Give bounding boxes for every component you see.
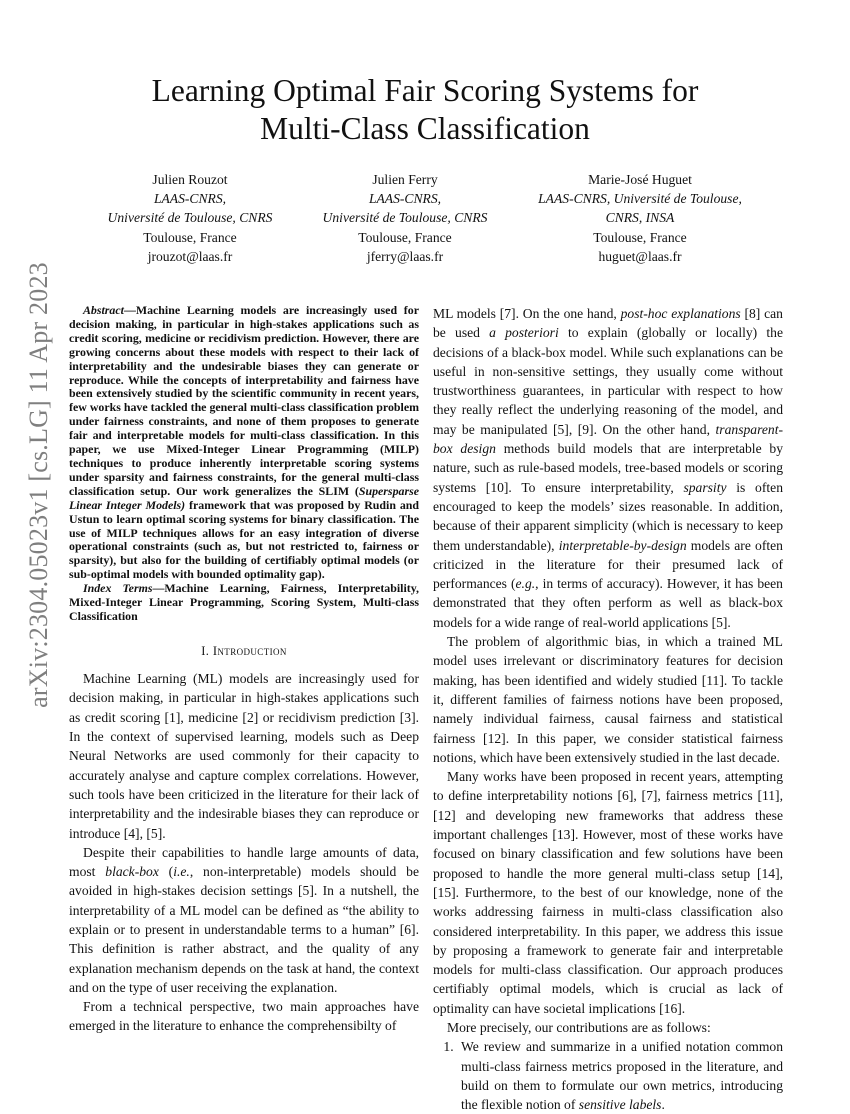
paper-title-line2: Multi-Class Classification: [260, 111, 590, 146]
list-item: 1. We review and summarize in a unified notation common multi-class fairness metrics proposed in the literature, and build on them to formulate our own metrics, introducing the flexible notion of sensitive labels.: [457, 1037, 783, 1114]
arxiv-identifier-text: arXiv:2304.05023v1 [cs.LG] 11 Apr 2023: [24, 262, 54, 708]
author-name: Julien Rouzot: [152, 172, 228, 187]
paragraph: Many works have been proposed in recent years, attempting to define interpretability notions [6], [7], fairness metrics [11], [12] and developing new frameworks that address these important challenges [13]. However, most of these works have focused on binary classification and few solutions have been proposed to handle the more general multi-class setup [14], [15]. Furthermore, to the best of our knowledge, none of the works addressing fairness in multi-class classification also considered interpretability. In this paper, we address this issue by proposing a framework to generate fair and interpretable models for multi-class classification. Our approach produces certifiably optimal models, which is crucial as lack of optimality can have societal implications [16].: [433, 769, 783, 1016]
paragraph: From a technical perspective, two main approaches have emerged in the literature to enhance the comprehensibilty of: [69, 999, 419, 1034]
section-heading-introduction: I. Introduction: [201, 643, 287, 658]
left-column: [69, 304, 419, 1036]
author-affiliation: LAAS-CNRS, Université de Toulouse,: [538, 191, 742, 207]
paragraph: Despite their capabilities to handle large amounts of data, most black-box (i.e., non-interpretable) models should be avoided in high-stakes decision settings [5]. In a nutshell, the interpretability of a ML model can be defined as “the ability to explain or to present in understandable terms to a human” [6]. This definition is rather abstract, and the quality of any explanation mechanism depends on the task at hand, the context and on the type of user receiving the explanation.: [69, 844, 419, 995]
abstract-lead: Abstract: [83, 303, 124, 317]
author-affiliation: Université de Toulouse, CNRS: [322, 210, 488, 226]
author-2: [310, 170, 500, 266]
paper-title: [60, 72, 790, 148]
author-name: Marie-José Huguet: [588, 172, 692, 187]
author-location: Toulouse, France: [593, 229, 687, 245]
paragraph: Machine Learning (ML) models are increasingly used for decision making, in particular in high-stakes applications such as credit scoring [1], medicine [2] or recidivism prediction [3]. In the context of supervised learning, models such as Deep Neural Networks are used commonly for their capacity to accurately analyse and capture complex correlations. However, such tools have been criticized in the literature for their lack of interpretability and the indesirable biases they can reproduce or introduce [4], [5].: [69, 671, 419, 841]
arxiv-identifier: [18, 262, 60, 708]
paragraph: ML models [7]. On the one hand, post-hoc explanations [8] can be used a posteriori to explain (globally or locally) the decisions of a black-box model. While such explanations can be useful in non-sensitive settings, they usually come without trustworthiness guarantees, in particular with respect to how they really reflect the underlying reasoning of the model, and may be manipulated [5], [9]. On the other hand, transparent-box design methods build models that are interpretable by nature, such as rule-based models, tree-based models or scoring systems [10]. To ensure interpretability, sparsity is often encouraged to keep the models’ sizes reasonable. In addition, because of their apparent simplicity (which is necessary to keep them understandable), interpretable-by-design models are often criticized in the literature for their presumed lack of performances (e.g., in terms of accuracy). However, it has been demonstrated that they often perform as well as black-box models for a wide range of real-world applications [5].: [433, 306, 783, 630]
paragraph: More precisely, our contributions are as follows:: [447, 1019, 711, 1035]
author-email: jferry@laas.fr: [366, 248, 444, 264]
index-terms-lead: Index Terms: [83, 581, 153, 596]
author-1: [95, 170, 285, 266]
abstract: Abstract—Machine Learning models are increasingly used for decision making, in particular in high-stakes applications such as credit scoring, medicine or recidivism prediction. However, there are growing concerns about these models with respect to their lack of interpretability and the undesirable biases they can generate or reproduce. While the concepts of interpretability and fairness have been extensively studied by the scientific community in recent years, few works have tackled the general multi-class classification problem under fairness constraints, and none of them proposes to generate fair and interpretable models for multi-class classification. In this paper, we use Mixed-Integer Linear Programming (MILP) techniques to produce inherently interpretable scoring systems under sparsity and fairness constraints, for the general multi-class classification setup. Our work generalizes the SLIM (Supersparse Linear Integer Models) framework that was proposed by Rudin and Ustun to learn optimal scoring systems for binary classification. The use of MILP techniques allows for an easy integration of diverse operational constraints (such as, but not restricted to, fairness or sparsity), but also for the building of certifiably optimal models (or sub-optimal models with bounded optimality gap).: [69, 303, 419, 582]
author-affiliation: CNRS, INSA: [605, 210, 675, 226]
author-location: Toulouse, France: [143, 229, 237, 245]
right-column: [433, 304, 783, 1114]
author-block: [95, 170, 742, 264]
index-terms: Index Terms—Machine Learning, Fairness, Interpretability, Mixed-Integer Linear Programming, Scoring System, Multi-class Classification: [69, 581, 419, 623]
author-location: Toulouse, France: [358, 229, 452, 245]
author-affiliation: Université de Toulouse, CNRS: [107, 210, 273, 226]
author-3: [525, 170, 755, 266]
author-name: Julien Ferry: [372, 172, 438, 187]
author-affiliation: LAAS-CNRS,: [368, 191, 442, 207]
contribution-list: [433, 1037, 783, 1114]
author-email: huguet@laas.fr: [598, 248, 682, 264]
paper-title-line1: Learning Optimal Fair Scoring Systems for: [151, 73, 699, 108]
paragraph: The problem of algorithmic bias, in which a trained ML model uses irrelevant or discriminatory features for decision making, has been identified and widely studied [11]. To tackle it, different families of fairness notions have been proposed, namely individual fairness, causal fairness and statistical fairness [12]. In this paper, we consider statistical fairness notions, which have been extensively studied in the last decade.: [433, 634, 783, 765]
author-email: jrouzot@laas.fr: [147, 248, 233, 264]
author-affiliation: LAAS-CNRS,: [153, 191, 227, 207]
